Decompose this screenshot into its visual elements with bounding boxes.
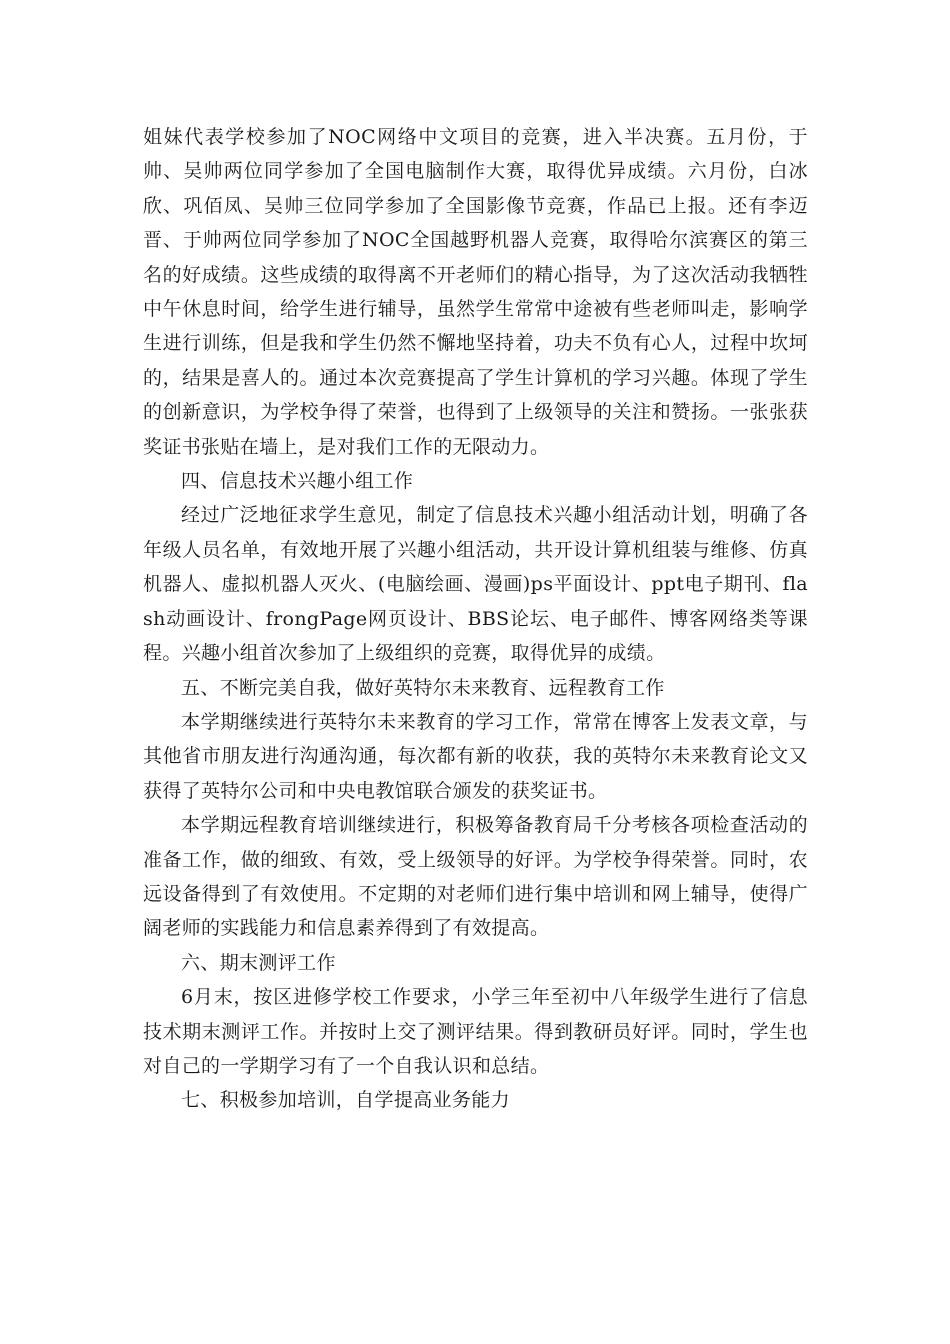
paragraph-final-assessment: 6月末，按区进修学校工作要求，小学三年至初中八年级学生进行了信息技术期末测评工作。并按时上交了测评结果。得到教研员好评。同时，学生也对自己的一学期学习有了一个自我认识和总结。 — [143, 986, 808, 1077]
paragraph-interest-group: 经过广泛地征求学生意见，制定了信息技术兴趣小组活动计划，明确了各年级人员名单，有效地开展了兴趣小组活动，共开设计算机组装与维修、仿真机器人、虚拟机器人灭火、(电脑绘画、漫画)ps平面设计、ppt电子期刊、flash动画设计、frongPage网页设计、BBS论坛、电子邮件、博客网络类等课程。兴趣小组首次参加了上级组织的竞赛，取得优异的成绩。 — [143, 504, 808, 665]
document-body — [143, 120, 808, 1118]
paragraph-competition-results: 姐妹代表学校参加了NOC网络中文项目的竞赛，进入半决赛。五月份，于帅、吴帅两位同学参加了全国电脑制作大赛，取得优异成绩。六月份，白冰欣、巩佰凤、吴帅三位同学参加了全国影像节竞赛，作品已上报。还有李迈晋、于帅两位同学参加了NOC全国越野机器人竞赛，取得哈尔滨赛区的第三名的好成绩。这些成绩的取得离不开老师们的精心指导，为了这次活动我牺牲中午休息时间，给学生进行辅导，虽然学生常常中途被有些老师叫走，影响学生进行训练，但是我和学生仍然不懈地坚持着，功夫不负有心人，过程中坎坷的，结果是喜人的。通过本次竞赛提高了学生计算机的学习兴趣。体现了学生的创新意识，为学校争得了荣誉，也得到了上级领导的关注和赞扬。一张张获奖证书张贴在墙上，是对我们工作的无限动力。 — [143, 126, 808, 458]
section-heading-interest-group: 四、信息技术兴趣小组工作 — [181, 470, 414, 493]
section-heading-training: 七、积极参加培训，自学提高业务能力 — [181, 1089, 510, 1112]
paragraph-intel-education: 本学期继续进行英特尔未来教育的学习工作，常常在博客上发表文章，与其他省市朋友进行沟通沟通，每次都有新的收获，我的英特尔未来教育论文又获得了英特尔公司和中央电教馆联合颁发的获奖证书。 — [143, 710, 808, 802]
section-heading-final-assessment: 六、期末测评工作 — [181, 951, 336, 974]
paragraph-remote-education: 本学期远程教育培训继续进行，积极筹备教育局千分考核各项检查活动的准备工作，做的细致、有效，受上级领导的好评。为学校争得荣誉。同时，农远设备得到了有效使用。不定期的对老师们进行集中培训和网上辅导，使得广阔老师的实践能力和信息素养得到了有效提高。 — [143, 814, 808, 940]
section-heading-intel-education: 五、不断完美自我，做好英特尔未来教育、远程教育工作 — [181, 676, 665, 699]
